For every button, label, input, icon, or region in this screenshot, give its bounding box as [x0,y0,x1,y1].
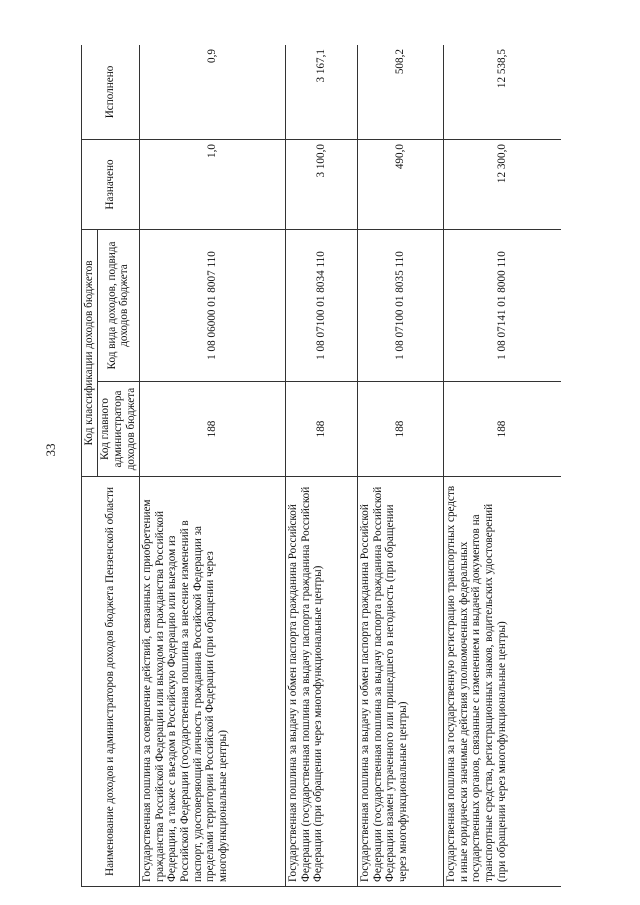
row-type-code: 1 08 07141 01 8000 110 [443,229,561,381]
table-row [443,45,561,887]
row-executed: 3 167,1 [285,45,357,139]
table-row [285,45,357,887]
header-classification-group: Код классификации доходов бюджетов [82,229,98,476]
row-type-code: 1 08 07100 01 8034 110 [285,229,357,381]
row-admin-code: 188 [139,382,285,477]
row-executed: 508,2 [357,45,443,139]
row-assigned: 12 300,0 [443,139,561,229]
row-executed: 0,9 [139,45,285,139]
row-admin-code: 188 [443,382,561,477]
header-name: Наименование доходов и администраторов доходов бюджета Пензенской области [82,477,140,887]
row-admin-code: 188 [285,382,357,477]
row-assigned: 490,0 [357,139,443,229]
header-assigned: Назначено [82,139,140,229]
table-row [357,45,443,887]
row-admin-code: 188 [357,382,443,477]
table-container [81,45,561,887]
header-executed: Исполнено [82,45,140,139]
rotated-table-frame [81,45,561,887]
budget-revenue-table [81,45,561,887]
header-admin-code: Код главного администратора доходов бюджета [97,382,139,477]
page-number: 33 [43,443,58,457]
row-name: Государственная пошлина за выдачу и обмен паспорта гражданина Российской Федерации (государственная пошлина за выдачу паспорта гражданина Российской Федерации взамен утраченного или пришедшего в негодность (при обращении через многофункциональные центры) [357,477,443,887]
header-type-code: Код вида доходов, подвида доходов бюджета [97,229,139,381]
row-name: Государственная пошлина за государственную регистрацию транспортных средств и иные юридически значимые действия уполномоченных федеральных государственных органов, связанные с изменением и выдачей документов на транспортные средства, регистрационных знаков, водительских удостоверений (при обращении через многофункциональные центры) [443,477,561,887]
row-type-code: 1 08 07100 01 8035 110 [357,229,443,381]
row-type-code: 1 08 06000 01 8007 110 [139,229,285,381]
row-assigned: 3 100,0 [285,139,357,229]
table-row [139,45,285,887]
row-executed: 12 538,5 [443,45,561,139]
row-name: Государственная пошлина за совершение действий, связанных с приобретением гражданства Российской Федерации или выходом из гражданства Российской Федерации, а также с въездом в Российскую Федерацию или выездом из Российской Федерации (государственная пошлина за внесение изменений в паспорт, удостоверяющий личность гражданина Российской Федерации за пределами территории Российской Федерации (при обращении через многофункциональные центры) [139,477,285,887]
row-name: Государственная пошлина за выдачу и обмен паспорта гражданина Российской Федерации (государственная пошлина за выдачу паспорта гражданина Российской Федерации (при обращении через многофункциональные центры) [285,477,357,887]
row-assigned: 1,0 [139,139,285,229]
